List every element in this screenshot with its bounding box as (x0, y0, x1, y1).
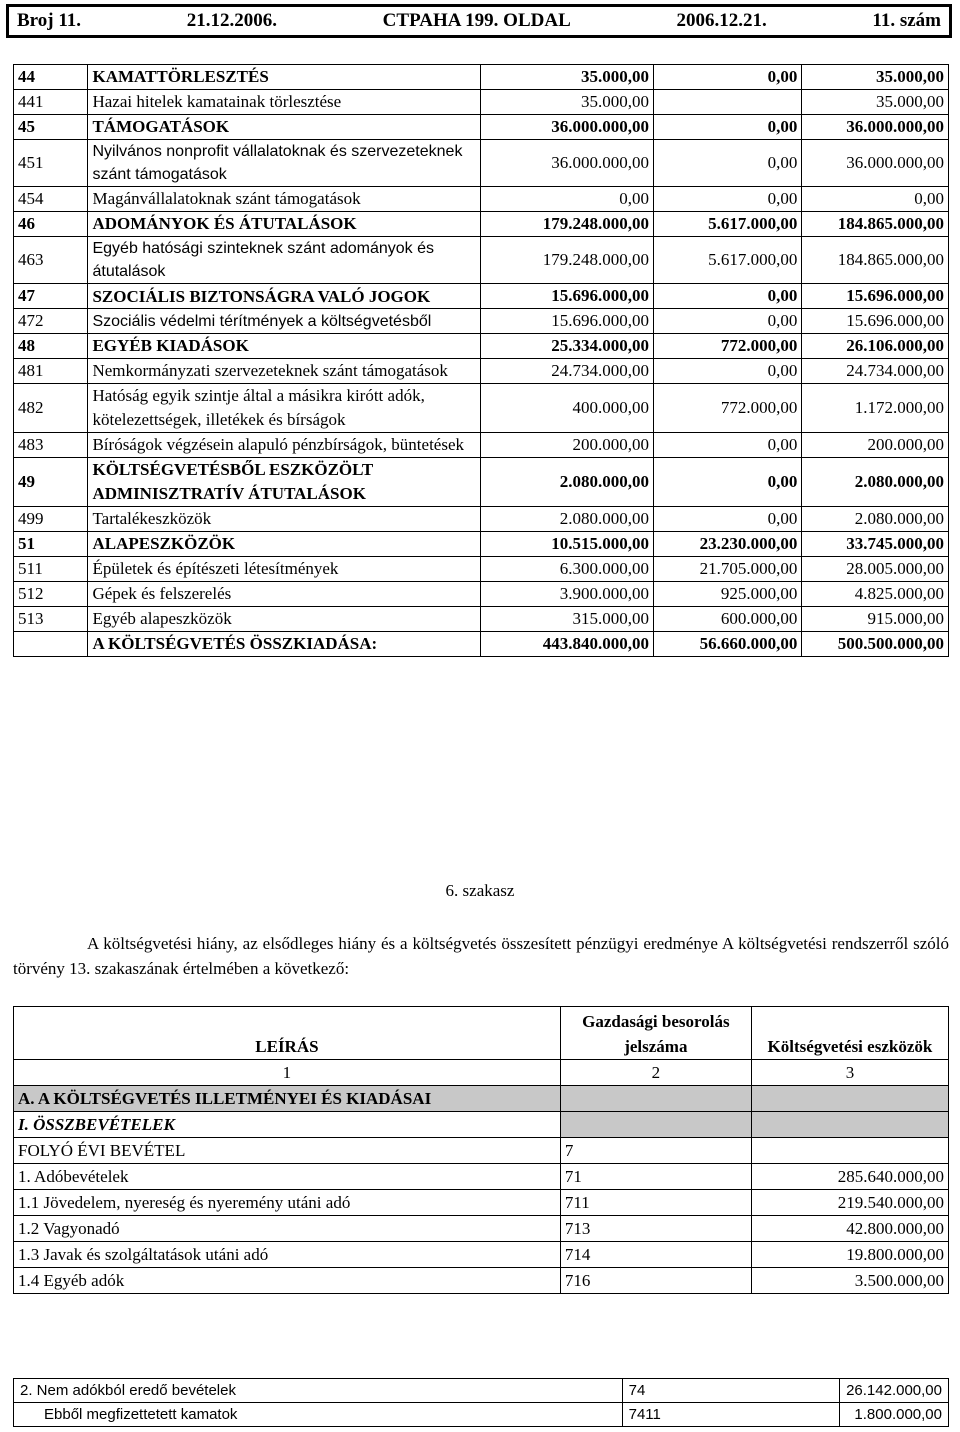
row-code: 74 (622, 1379, 839, 1403)
row-description: Szociális védelmi térítmények a költségvetésből (88, 309, 480, 334)
row-value-1: 400.000,00 (480, 384, 653, 433)
header-date-hu: 2006.12.21. (676, 10, 767, 31)
row-code: 7 (560, 1138, 751, 1164)
section-i-code (560, 1112, 751, 1138)
row-value-3: 24.734.000,00 (802, 359, 949, 384)
table-row (14, 212, 949, 237)
table-row (14, 607, 949, 632)
row-description: Magánvállalatoknak szánt támogatások (88, 187, 480, 212)
column-number-3: 3 (751, 1060, 948, 1086)
row-value-3: 1.172.000,00 (802, 384, 949, 433)
row-value-2: 772.000,00 (653, 334, 801, 359)
row-value-1: 25.334.000,00 (480, 334, 653, 359)
row-code: 481 (14, 359, 88, 384)
row-code: 454 (14, 187, 88, 212)
row-description: 1.2 Vagyonadó (14, 1216, 561, 1242)
row-description: KÖLTSÉGVETÉSBŐL ESZKÖZÖLT ADMINISZTRATÍV ÁTUTALÁSOK (88, 458, 480, 507)
row-value-1: 3.900.000,00 (480, 582, 653, 607)
row-description: 2. Nem adókból eredő bevételek (14, 1379, 623, 1403)
row-code: 44 (14, 65, 88, 90)
table-row (14, 309, 949, 334)
table-row (14, 1379, 949, 1403)
column-number-1: 1 (14, 1060, 561, 1086)
row-code: 441 (14, 90, 88, 115)
table-row (14, 557, 949, 582)
table-row (14, 632, 949, 657)
row-value-2: 23.230.000,00 (653, 532, 801, 557)
row-description: 1.4 Egyéb adók (14, 1268, 561, 1294)
row-description: Épületek és építészeti létesítmények (88, 557, 480, 582)
section-i-row (14, 1112, 949, 1138)
column-number-2: 2 (560, 1060, 751, 1086)
row-value-3: 15.696.000,00 (802, 284, 949, 309)
section-i-value (751, 1112, 948, 1138)
table-row (14, 1216, 949, 1242)
row-value: 285.640.000,00 (751, 1164, 948, 1190)
row-description: Tartalékeszközök (88, 507, 480, 532)
row-code: 513 (14, 607, 88, 632)
row-value-3: 184.865.000,00 (802, 212, 949, 237)
row-value-2: 0,00 (653, 359, 801, 384)
row-description: Hazai hitelek kamatainak törlesztése (88, 90, 480, 115)
row-description: Egyéb hatósági szinteknek szánt adományok és átutalások (88, 237, 480, 284)
row-value-3: 26.106.000,00 (802, 334, 949, 359)
row-value-1: 35.000,00 (480, 65, 653, 90)
table-row (14, 1138, 949, 1164)
row-value: 26.142.000,00 (840, 1379, 949, 1403)
table-header-row (14, 1007, 949, 1060)
column-number-row (14, 1060, 949, 1086)
row-description: TÁMOGATÁSOK (88, 115, 480, 140)
table-row (14, 1190, 949, 1216)
row-value-2: 0,00 (653, 187, 801, 212)
row-description: Bíróságok végzésein alapuló pénzbírságok, büntetések (88, 433, 480, 458)
row-code: 45 (14, 115, 88, 140)
section-a-row (14, 1086, 949, 1112)
section-paragraph: A költségvetési hiány, az elsődleges hiány és a költségvetés összesített pénzügyi eredménye A költségvetési rendszerről szóló törvény 13. szakaszának értelmében a következő: (13, 934, 949, 978)
row-description: SZOCIÁLIS BIZTONSÁGRA VALÓ JOGOK (88, 284, 480, 309)
table-row (14, 532, 949, 557)
row-value-1: 179.248.000,00 (480, 237, 653, 284)
row-code: 472 (14, 309, 88, 334)
table-row (14, 334, 949, 359)
section-title: 6. szakasz (445, 881, 515, 900)
row-value-1: 36.000.000,00 (480, 115, 653, 140)
expenditure-table (13, 64, 949, 657)
header-issue: Broj 11. (17, 10, 82, 31)
table-row (14, 507, 949, 532)
table-row (14, 90, 949, 115)
row-value (751, 1138, 948, 1164)
row-value-3: 2.080.000,00 (802, 507, 949, 532)
row-code: 46 (14, 212, 88, 237)
row-value-3: 500.500.000,00 (802, 632, 949, 657)
row-value-1: 0,00 (480, 187, 653, 212)
row-value-1: 443.840.000,00 (480, 632, 653, 657)
row-value-2: 0,00 (653, 140, 801, 187)
row-code: 47 (14, 284, 88, 309)
table-row (14, 115, 949, 140)
section-a-label: A. A KÖLTSÉGVETÉS ILLETMÉNYEI ÉS KIADÁSAI (14, 1086, 561, 1112)
row-code: 51 (14, 532, 88, 557)
table-row (14, 433, 949, 458)
row-description: ALAPESZKÖZÖK (88, 532, 480, 557)
row-description: KAMATTÖRLESZTÉS (88, 65, 480, 90)
row-description: Hatóság egyik szintje által a másikra kirótt adók, kötelezettségek, illetékek és bírságok (88, 384, 480, 433)
row-value-1: 24.734.000,00 (480, 359, 653, 384)
row-description: Egyéb alapeszközök (88, 607, 480, 632)
row-description: Ebből megfizettetett kamatok (14, 1403, 623, 1427)
row-value: 3.500.000,00 (751, 1268, 948, 1294)
row-value-3: 4.825.000,00 (802, 582, 949, 607)
row-value-1: 15.696.000,00 (480, 309, 653, 334)
header-page: CTPAHA 199. OLDAL (382, 10, 571, 31)
row-value-2: 0,00 (653, 284, 801, 309)
row-value-1: 315.000,00 (480, 607, 653, 632)
row-value-2: 0,00 (653, 115, 801, 140)
row-description: EGYÉB KIADÁSOK (88, 334, 480, 359)
table-row (14, 384, 949, 433)
revenue-table (13, 1006, 949, 1294)
row-value-2: 5.617.000,00 (653, 237, 801, 284)
row-value-2: 21.705.000,00 (653, 557, 801, 582)
table-row (14, 1164, 949, 1190)
section-i-label: I. ÖSSZBEVÉTELEK (14, 1112, 561, 1138)
row-value: 19.800.000,00 (751, 1242, 948, 1268)
row-value-3: 28.005.000,00 (802, 557, 949, 582)
header-budget: Költségvetési eszközök (751, 1007, 948, 1060)
row-value-2: 56.660.000,00 (653, 632, 801, 657)
header-issue-hu: 11. szám (872, 10, 941, 31)
table-row (14, 65, 949, 90)
table-row (14, 140, 949, 187)
table-row (14, 359, 949, 384)
row-code (14, 632, 88, 657)
table-row (14, 1268, 949, 1294)
section-a-code (560, 1086, 751, 1112)
row-value-3: 15.696.000,00 (802, 309, 949, 334)
row-code: 711 (560, 1190, 751, 1216)
row-description: FOLYÓ ÉVI BEVÉTEL (14, 1138, 561, 1164)
row-value-1: 200.000,00 (480, 433, 653, 458)
row-value-1: 10.515.000,00 (480, 532, 653, 557)
table-row (14, 458, 949, 507)
row-value-1: 179.248.000,00 (480, 212, 653, 237)
row-code: 714 (560, 1242, 751, 1268)
table-row (14, 284, 949, 309)
row-value: 219.540.000,00 (751, 1190, 948, 1216)
row-value-3: 35.000,00 (802, 65, 949, 90)
row-value-1: 2.080.000,00 (480, 458, 653, 507)
row-value-3: 200.000,00 (802, 433, 949, 458)
table-row (14, 1403, 949, 1427)
row-value-1: 6.300.000,00 (480, 557, 653, 582)
row-value-3: 33.745.000,00 (802, 532, 949, 557)
row-code: 482 (14, 384, 88, 433)
row-value-1: 36.000.000,00 (480, 140, 653, 187)
row-code: 512 (14, 582, 88, 607)
row-code: 511 (14, 557, 88, 582)
row-value-3: 2.080.000,00 (802, 458, 949, 507)
row-description: 1. Adóbevételek (14, 1164, 561, 1190)
header-date: 21.12.2006. (186, 10, 277, 31)
section-a-value (751, 1086, 948, 1112)
row-value-3: 915.000,00 (802, 607, 949, 632)
row-value-2: 0,00 (653, 65, 801, 90)
row-code: 483 (14, 433, 88, 458)
non-tax-revenue-table (13, 1378, 949, 1427)
row-value-2: 0,00 (653, 309, 801, 334)
row-value-3: 36.000.000,00 (802, 140, 949, 187)
row-code: 463 (14, 237, 88, 284)
table-row (14, 582, 949, 607)
row-description: 1.1 Jövedelem, nyereség és nyeremény utáni adó (14, 1190, 561, 1216)
row-value-3: 36.000.000,00 (802, 115, 949, 140)
row-code: 451 (14, 140, 88, 187)
row-description: Nyilvános nonprofit vállalatoknak és szervezeteknek szánt támogatások (88, 140, 480, 187)
row-description: Gépek és felszerelés (88, 582, 480, 607)
row-value: 1.800.000,00 (840, 1403, 949, 1427)
row-value-2: 0,00 (653, 433, 801, 458)
row-value-2: 925.000,00 (653, 582, 801, 607)
row-description: A KÖLTSÉGVETÉS ÖSSZKIADÁSA: (88, 632, 480, 657)
row-value-1: 2.080.000,00 (480, 507, 653, 532)
row-value-2: 772.000,00 (653, 384, 801, 433)
row-value-2: 0,00 (653, 458, 801, 507)
page-header (6, 4, 952, 38)
row-value-3: 0,00 (802, 187, 949, 212)
row-code: 499 (14, 507, 88, 532)
row-value-3: 35.000,00 (802, 90, 949, 115)
row-description: 1.3 Javak és szolgáltatások utáni adó (14, 1242, 561, 1268)
row-description: ADOMÁNYOK ÉS ÁTUTALÁSOK (88, 212, 480, 237)
row-value-1: 15.696.000,00 (480, 284, 653, 309)
row-code: 49 (14, 458, 88, 507)
row-code: 48 (14, 334, 88, 359)
row-value-2: 5.617.000,00 (653, 212, 801, 237)
row-code: 71 (560, 1164, 751, 1190)
row-code: 713 (560, 1216, 751, 1242)
table-row (14, 237, 949, 284)
row-code: 7411 (622, 1403, 839, 1427)
row-value-3: 184.865.000,00 (802, 237, 949, 284)
row-value-1: 35.000,00 (480, 90, 653, 115)
table-row (14, 187, 949, 212)
row-value: 42.800.000,00 (751, 1216, 948, 1242)
row-value-2: 600.000,00 (653, 607, 801, 632)
header-description: LEÍRÁS (14, 1007, 561, 1060)
header-classification: Gazdasági besorolás jelszáma (560, 1007, 751, 1060)
row-description: Nemkormányzati szervezeteknek szánt támogatások (88, 359, 480, 384)
row-value-2: 0,00 (653, 507, 801, 532)
row-value-2 (653, 90, 801, 115)
row-code: 716 (560, 1268, 751, 1294)
table-row (14, 1242, 949, 1268)
